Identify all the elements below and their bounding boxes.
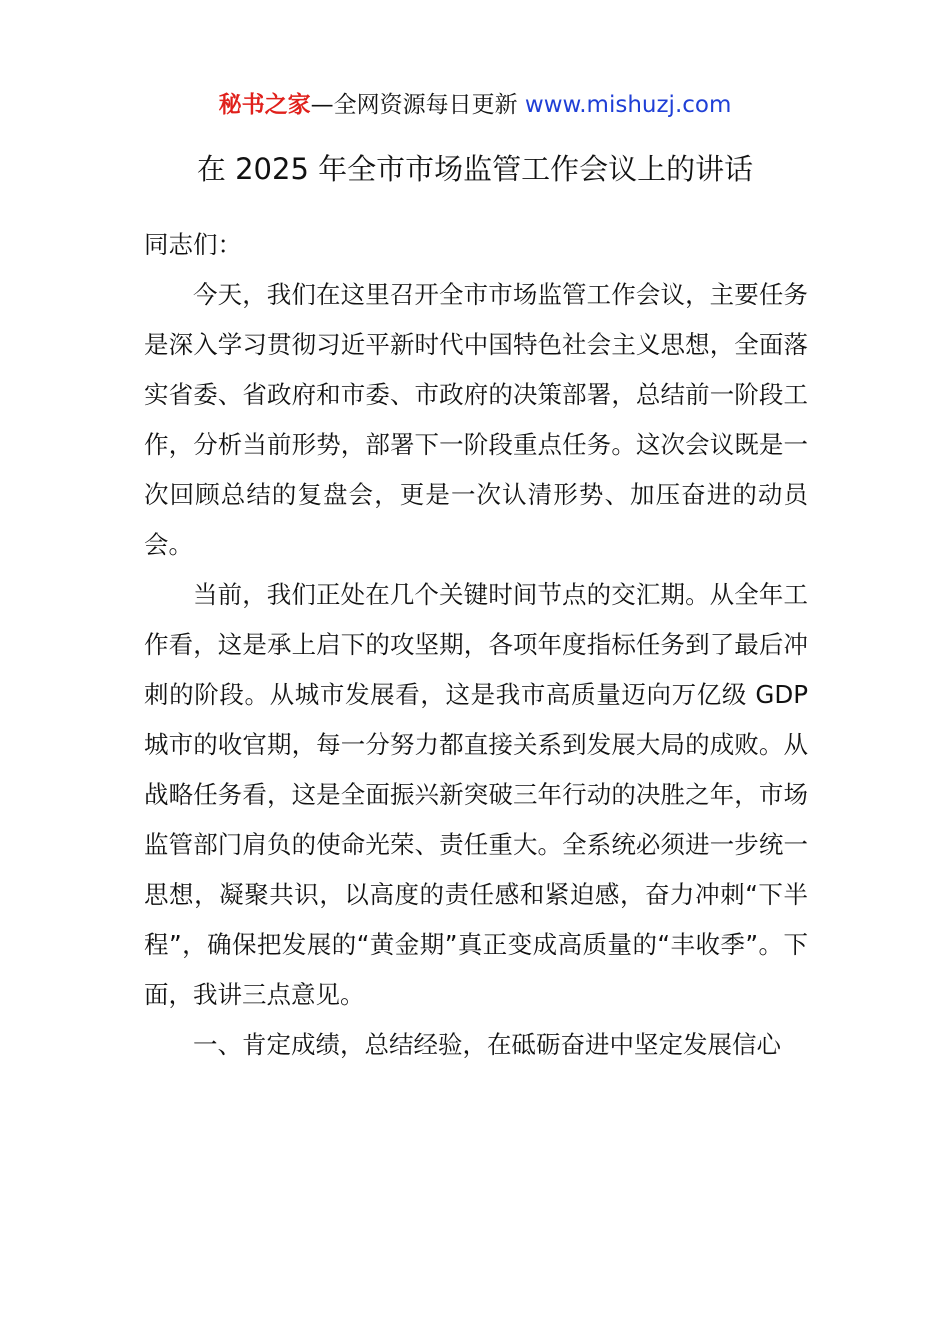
document-body <box>144 220 808 1070</box>
paragraph-intro: 今天，我们在这里召开全市市场监管工作会议，主要任务是深入学习贯彻习近平新时代中国特色社会主义思想，全面落实省委、省政府和市委、市政府的决策部署，总结前一阶段工作，分析当前形势，部署下一阶段重点任务。这次会议既是一次回顾总结的复盘会，更是一次认清形势、加压奋进的动员会。 <box>144 280 808 559</box>
paragraph-situation: 当前，我们正处在几个关键时间节点的交汇期。从全年工作看，这是承上启下的攻坚期，各项年度指标任务到了最后冲刺的阶段。从城市发展看，这是我市高质量迈向万亿级 GDP 城市的收官期，每一分努力都直接关系到发展大局的成败。从战略任务看，这是全面振兴新突破三年行动的决胜之年，市场监管部门肩负的使命光荣、责任重大。全系统必须进一步统一思想，凝聚共识，以高度的责任感和紧迫感，奋力冲刺“下半程”，确保把发展的“黄金期”真正变成高质量的“丰收季”。下面，我讲三点意见。 <box>144 580 808 1009</box>
section-heading: 一、肯定成绩，总结经验，在砥砺奋进中坚定发展信心 <box>193 1030 781 1059</box>
website-link[interactable]: www.mishuzj.com <box>524 92 732 118</box>
page-header <box>0 88 950 122</box>
document-title: 在 2025 年全市市场监管工作会议上的讲话 <box>196 152 754 186</box>
header-tagline: —全网资源每日更新 <box>310 92 525 118</box>
salutation: 同志们： <box>144 230 242 259</box>
brand-name: 秘书之家 <box>218 92 311 118</box>
